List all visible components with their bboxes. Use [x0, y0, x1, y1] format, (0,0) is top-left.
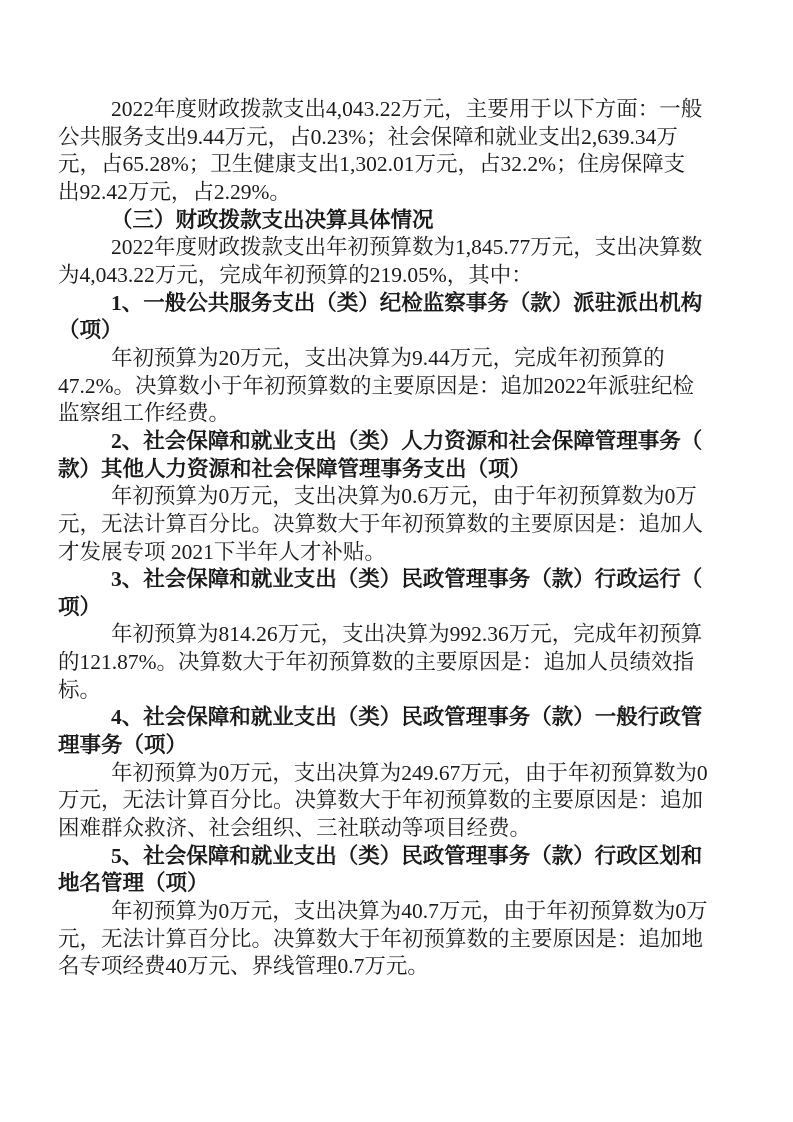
text-line: （项） — [58, 318, 123, 343]
text-line: 元，无法计算百分比。决算数大于年初预算数的主要原因是：追加人 — [58, 511, 704, 536]
text-line: 1、一般公共服务支出（类）纪检监察事务（款）派驻派出机构 — [111, 290, 703, 315]
text-line: 的121.87%。决算数大于年初预算数的主要原因是：追加人员绩效指 — [58, 650, 695, 675]
paragraph — [58, 483, 704, 566]
text-line: 年初预算为20万元，支出决算为9.44万元，完成年初预算的 — [111, 345, 665, 370]
section-heading — [58, 428, 704, 483]
text-line: 2、社会保障和就业支出（类）人力资源和社会保障管理事务（ — [111, 428, 703, 453]
paragraph — [58, 898, 708, 981]
text-line: 47.2%。决算数小于年初预算数的主要原因是：追加2022年派驻纪检 — [58, 373, 695, 398]
text-line: 监察组工作经费。 — [58, 401, 231, 426]
text-line: 2022年度财政拨款支出年初预算数为1,845.77万元，支出决算数 — [111, 235, 703, 260]
paragraph — [58, 621, 704, 704]
text-line: 元，占65.28%；卫生健康支出1,302.01万元，占32.2%；住房保障支 — [58, 152, 686, 177]
section-heading — [58, 290, 704, 345]
section-heading — [58, 704, 704, 759]
text-line: 标。 — [58, 677, 102, 702]
text-line: 项） — [58, 594, 102, 619]
text-line: 年初预算为0万元，支出决算为40.7万元，由于年初预算数为0万 — [111, 899, 708, 924]
text-line: 年初预算为0万元，支出决算为249.67万元，由于年初预算数为0 — [111, 760, 708, 785]
text-line: 万元，无法计算百分比。决算数大于年初预算数的主要原因是：追加 — [58, 788, 704, 813]
text-line: 2022年度财政拨款支出4,043.22万元，主要用于以下方面：一般 — [111, 97, 703, 121]
text-line: 理事务（项） — [58, 733, 188, 758]
text-line: 公共服务支出9.44万元，占0.23%；社会保障和就业支出2,639.34万 — [58, 124, 678, 149]
section-heading — [58, 843, 704, 898]
text-line: 元，无法计算百分比。决算数大于年初预算数的主要原因是：追加地 — [58, 926, 704, 951]
text-line: 名专项经费40万元、界线管理0.7万元。 — [58, 954, 429, 979]
document-body — [58, 96, 708, 981]
text-line: 4、社会保障和就业支出（类）民政管理事务（款）一般行政管 — [111, 705, 703, 730]
text-line: 款）其他人力资源和社会保障管理事务支出（项） — [58, 456, 532, 481]
paragraph — [58, 234, 704, 289]
paragraph — [58, 345, 704, 428]
text-line: （三）财政拨款支出决算具体情况 — [111, 207, 434, 232]
text-line: 5、社会保障和就业支出（类）民政管理事务（款）行政区划和 — [111, 843, 703, 868]
section-heading — [58, 566, 704, 621]
text-line: 为4,043.22万元，完成年初预算的219.05%，其中： — [58, 262, 533, 287]
text-line: 3、社会保障和就业支出（类）民政管理事务（款）行政运行（ — [111, 567, 703, 592]
text-line: 地名管理（项） — [58, 871, 209, 896]
text-line: 年初预算为814.26万元，支出决算为992.36万元，完成年初预算 — [111, 622, 703, 647]
text-line: 困难群众救济、社会组织、三社联动等项目经费。 — [58, 816, 532, 841]
text-line: 才发展专项 2021下半年人才补贴。 — [58, 539, 386, 564]
text-line: 出92.42万元，占2.29%。 — [58, 179, 291, 204]
text-line: 年初预算为0万元，支出决算为0.6万元，由于年初预算数为0万 — [111, 484, 697, 509]
section-heading — [58, 207, 704, 235]
paragraph — [58, 96, 704, 207]
paragraph — [58, 760, 708, 843]
